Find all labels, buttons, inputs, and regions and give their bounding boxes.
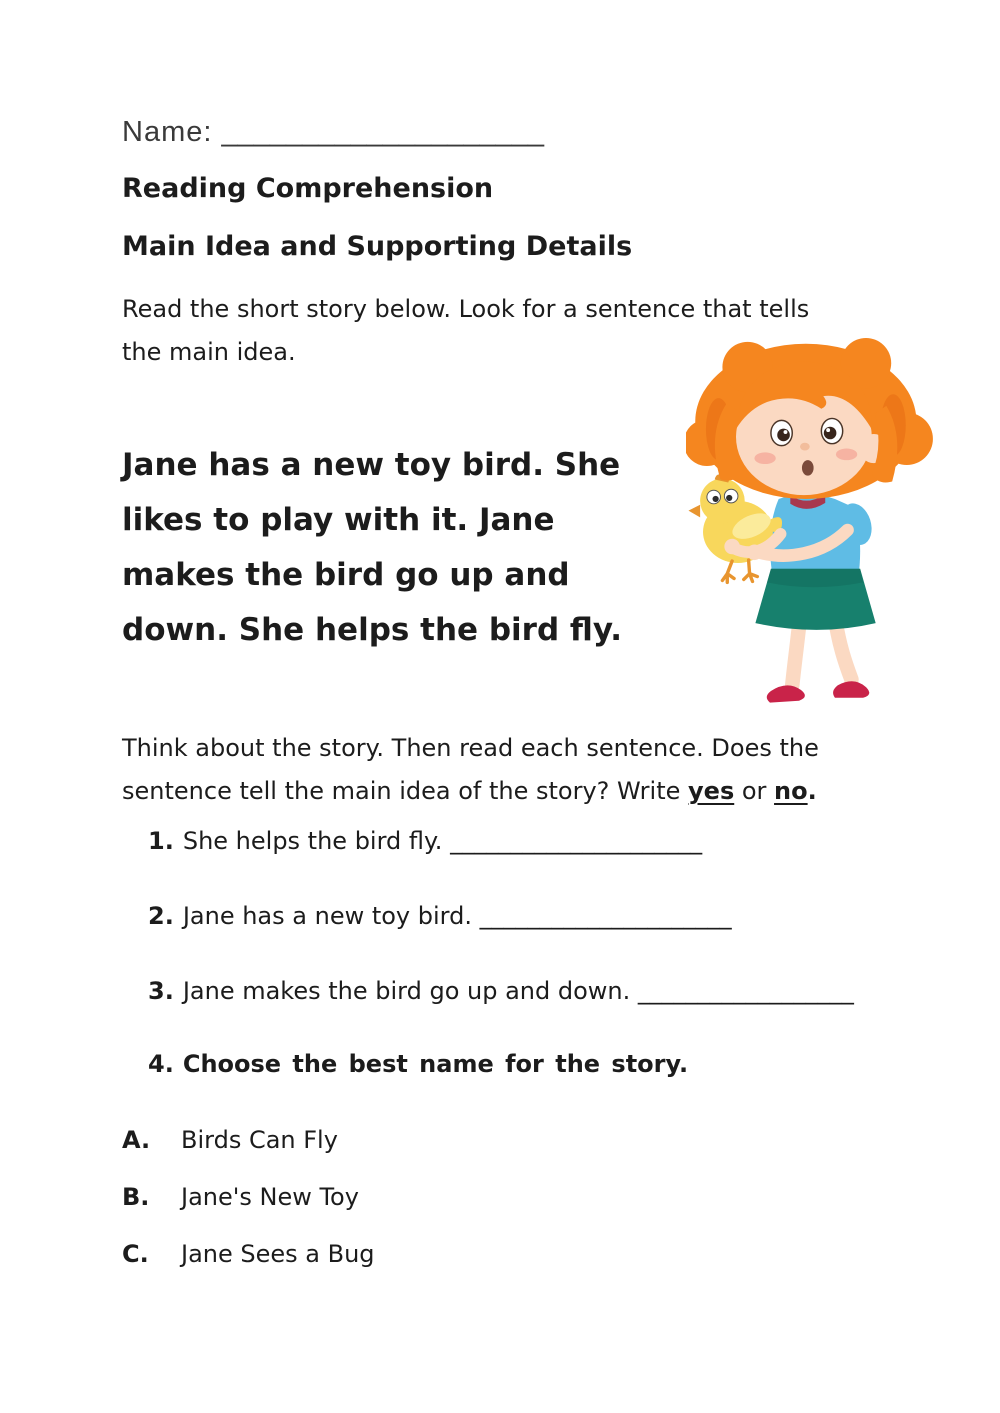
choice-text: Jane's New Toy bbox=[181, 1183, 359, 1211]
choice-text: Jane Sees a Bug bbox=[181, 1240, 375, 1268]
name-row bbox=[122, 116, 544, 149]
instructions-think bbox=[122, 727, 819, 813]
story-line: likes to play with it. Jane bbox=[122, 502, 555, 538]
instructions-think-line2: sentence tell the main idea of the story? Write yes or no. bbox=[122, 777, 817, 805]
question-1 bbox=[148, 827, 702, 855]
question-text: Jane makes the bird go up and down. bbox=[182, 977, 631, 1005]
question-text: She helps the bird fly. bbox=[182, 827, 443, 855]
toy-bird-foot bbox=[722, 561, 734, 582]
story-line: down. She helps the bird fly. bbox=[122, 612, 623, 648]
title-reading-comprehension: Reading Comprehension bbox=[122, 173, 494, 204]
question-2 bbox=[148, 902, 732, 930]
choice-letter: B. bbox=[122, 1183, 150, 1211]
girl-shoe-right bbox=[833, 681, 869, 698]
toy-bird-beak bbox=[688, 505, 700, 518]
question-number: 2. bbox=[148, 902, 174, 930]
story-line: Jane has a new toy bird. She bbox=[122, 447, 621, 483]
toy-bird-eye bbox=[726, 495, 732, 501]
instructions-top-line2: the main idea. bbox=[122, 338, 296, 366]
story-text bbox=[122, 438, 622, 658]
name-label: Name: bbox=[122, 116, 213, 148]
question-number: 3. bbox=[148, 977, 174, 1005]
choice-text: Birds Can Fly bbox=[181, 1126, 338, 1154]
girl-hand bbox=[724, 539, 740, 555]
girl-blush bbox=[836, 449, 857, 461]
answer-blank-2[interactable]: _____________________ bbox=[479, 902, 732, 930]
name-blank-line[interactable]: ____________________ bbox=[221, 116, 545, 148]
girl-mouth bbox=[802, 460, 814, 476]
choice-letter: C. bbox=[122, 1240, 149, 1268]
answer-blank-3[interactable]: __________________ bbox=[637, 977, 854, 1005]
answer-blank-1[interactable]: _____________________ bbox=[450, 827, 703, 855]
choice-c[interactable] bbox=[122, 1240, 375, 1268]
girl-skirt bbox=[755, 569, 875, 630]
question-3 bbox=[148, 977, 854, 1005]
question-number: 4. bbox=[148, 1050, 174, 1078]
toy-bird-eye bbox=[713, 496, 719, 502]
question-4 bbox=[148, 1050, 688, 1078]
girl-shoe-left bbox=[767, 685, 805, 702]
question-text: Jane has a new toy bird. bbox=[182, 902, 472, 930]
choice-a[interactable] bbox=[122, 1126, 338, 1154]
girl-blush bbox=[754, 452, 775, 464]
girl-illustration bbox=[686, 336, 980, 724]
toy-bird-foot bbox=[744, 560, 758, 581]
girl-illustration-svg bbox=[686, 336, 980, 724]
choice-b[interactable] bbox=[122, 1183, 359, 1211]
choice-letter: A. bbox=[122, 1126, 151, 1154]
girl-nose bbox=[800, 443, 810, 451]
yes-word: yes bbox=[688, 777, 735, 805]
story-line: makes the bird go up and bbox=[122, 557, 570, 593]
toy-bird-head bbox=[700, 479, 745, 524]
girl-hand bbox=[747, 545, 763, 561]
question-text: Choose the best name for the story. bbox=[182, 1050, 689, 1078]
title-main-idea: Main Idea and Supporting Details bbox=[122, 231, 633, 262]
question-number: 1. bbox=[148, 827, 174, 855]
no-word: no bbox=[774, 777, 808, 805]
girl-head bbox=[686, 338, 933, 499]
instructions-top-line1: Read the short story below. Look for a sentence that tells bbox=[122, 295, 810, 323]
instructions-think-line1: Think about the story. Then read each sentence. Does the bbox=[122, 734, 819, 762]
